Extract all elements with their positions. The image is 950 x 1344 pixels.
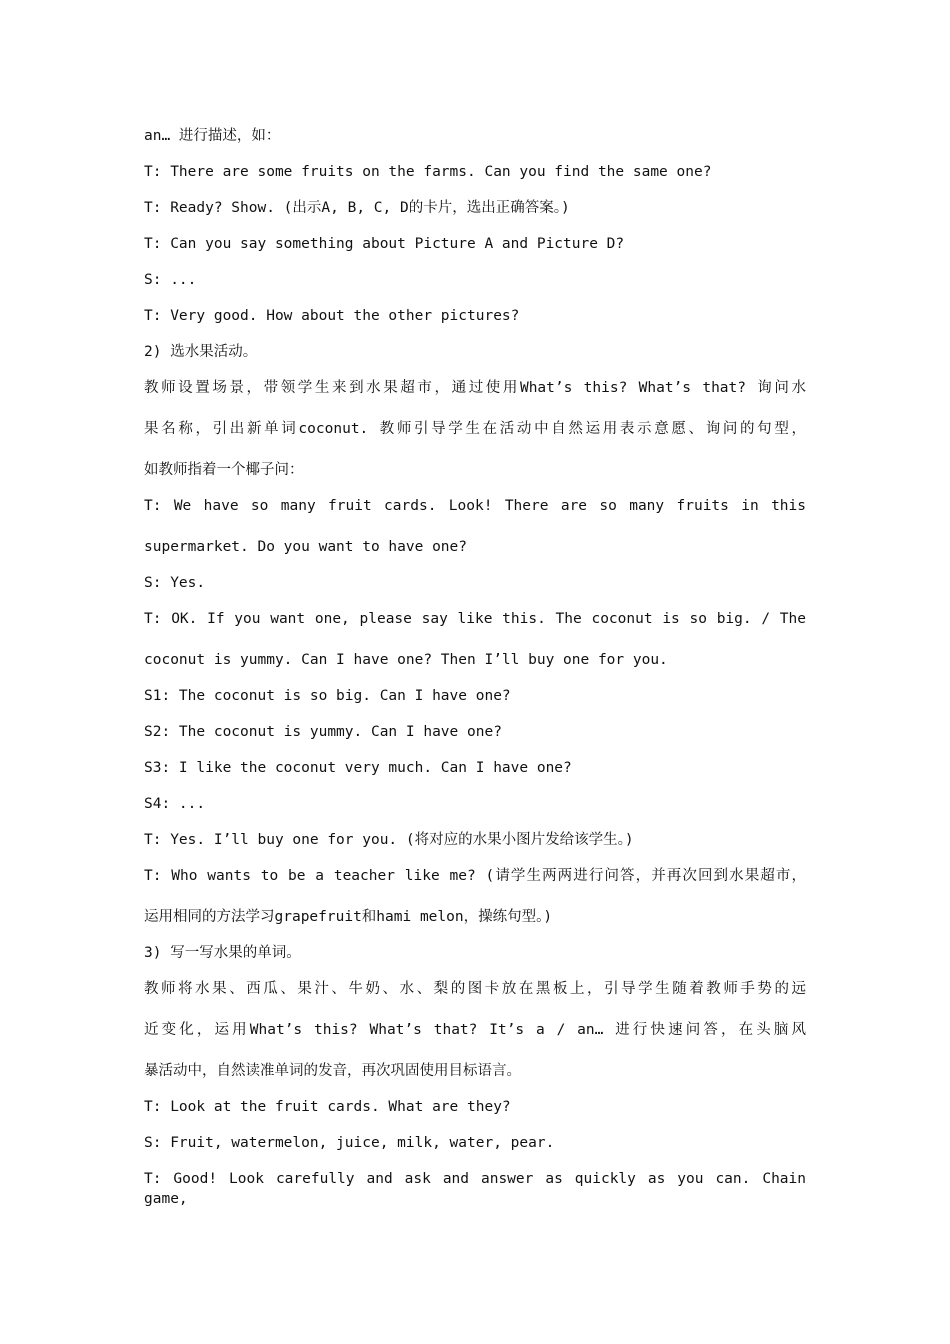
text-line: S1: The coconut is so big. Can I have one? [144,688,511,704]
text-line: 教师将水果、西瓜、果汁、牛奶、水、梨的图卡放在黑板上，引导学生随着教师手势的远 [144,981,806,997]
text-line: 教师设置场景，带领学生来到水果超市，通过使用What’s this? What’s that? 询问水 [144,380,806,396]
text-line: T: Yes. I’ll buy one for you. (将对应的水果小图片发给该学生。) [144,832,634,848]
text-line: 暴活动中，自然读准单词的发音，再次巩固使用目标语言。 [144,1063,521,1079]
text-line: 果名称，引出新单词coconut. 教师引导学生在活动中自然运用表示意愿、询问的句型， [144,421,806,437]
text-line: an… 进行描述，如： [144,128,281,144]
text-line: S2: The coconut is yummy. Can I have one? [144,724,502,740]
section-heading: 2) 选水果活动。 [144,344,258,360]
text-line: 近变化，运用What’s this? What’s that? It’s a / an… 进行快速问答，在头脑风 [144,1022,806,1038]
text-line: T: Look at the fruit cards. What are they? [144,1099,511,1115]
section-heading: 3) 写一写水果的单词。 [144,945,301,961]
text-line: S: Yes. [144,575,206,591]
text-line: T: Very good. How about the other pictures? [144,308,520,324]
text-line: T: Can you say something about Picture A and Picture D? [144,236,625,252]
text-line: T: Ready? Show. (出示A, B, C, D的卡片，选出正确答案。) [144,200,570,216]
text-line: T: OK. If you want one, please say like this. The coconut is so big. / The [144,611,806,627]
text-line: T: There are some fruits on the farms. Can you find the same one? [144,164,712,180]
text-line: 如教师指着一个椰子问： [144,462,304,478]
text-line: coconut is yummy. Can I have one? Then I’ll buy one for you. [144,652,668,668]
text-line: S: ... [144,272,197,288]
text-line: T: Good! Look carefully and ask and answer as quickly as you can. Chain game, [144,1171,806,1207]
text-line: S3: I like the coconut very much. Can I have one? [144,760,572,776]
text-line: T: Who wants to be a teacher like me? (请学生两两进行问答，并再次回到水果超市， [144,868,806,884]
text-line: S: Fruit, watermelon, juice, milk, water, pear. [144,1135,555,1151]
text-line: supermarket. Do you want to have one? [144,539,468,555]
text-line: 运用相同的方法学习grapefruit和hami melon，操练句型。) [144,909,553,925]
text-line: S4: ... [144,796,206,812]
text-line: T: We have so many fruit cards. Look! There are so many fruits in this [144,498,806,514]
